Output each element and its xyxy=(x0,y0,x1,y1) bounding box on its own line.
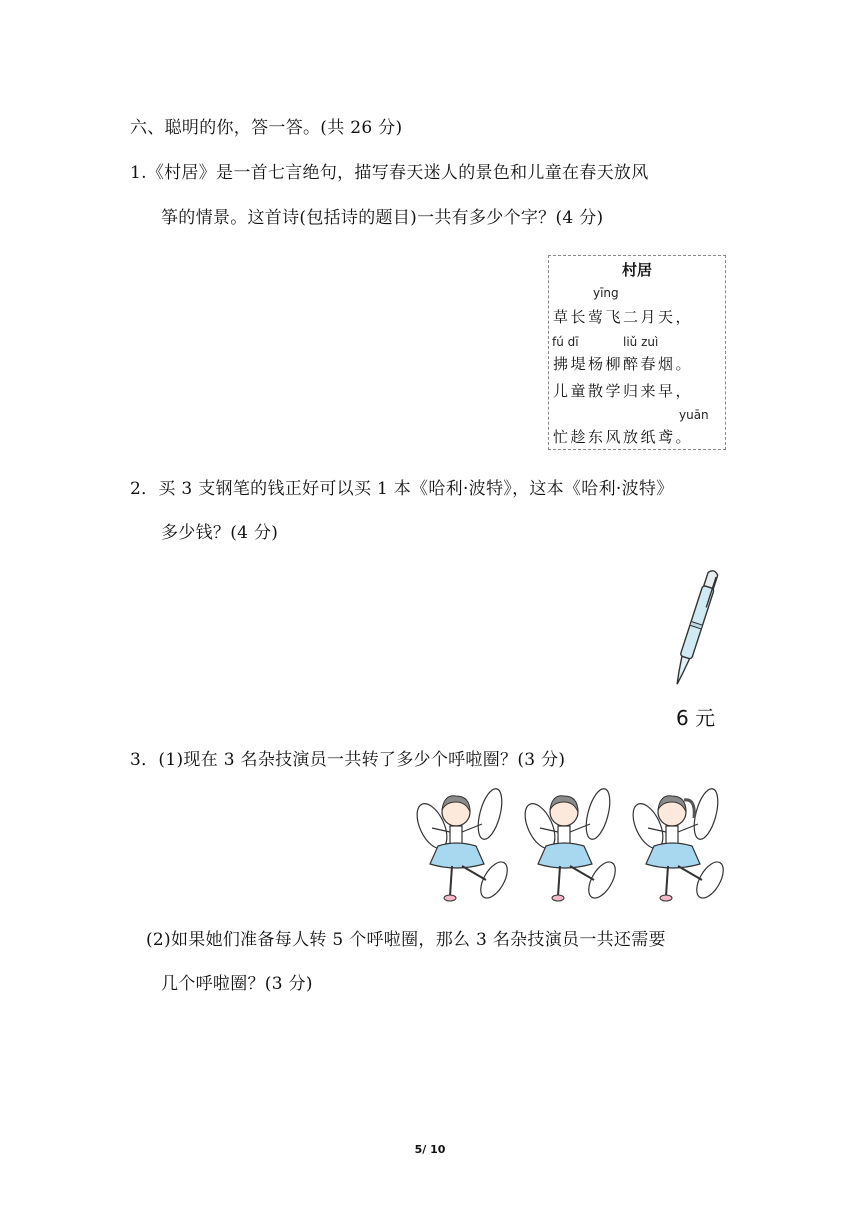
page-number: 5/ 10 xyxy=(414,1143,446,1156)
poem-title: 村居 xyxy=(621,261,652,279)
acrobat-3 xyxy=(627,786,729,902)
poem-line-2: 拂堤杨柳醉春烟。 xyxy=(553,355,694,373)
pen-illustration xyxy=(664,565,726,693)
q3-part-1: 3．(1)现在 3 名杂技演员一共转了多少个呼啦圈？(3 分) xyxy=(130,750,566,770)
poem-box xyxy=(548,255,726,450)
poem-pinyin-4: yuān xyxy=(679,408,709,422)
q2-line-2: 多少钱？(4 分) xyxy=(161,523,279,543)
poem-line-1: 草长莺飞二月天， xyxy=(553,308,694,326)
poem-pinyin-1: yīng xyxy=(593,286,619,300)
poem-line-3: 儿童散学归来早， xyxy=(553,382,694,400)
acrobat-2 xyxy=(519,786,621,902)
poem-line-4: 忙趁东风放纸鸢。 xyxy=(553,428,694,446)
section-heading: 六、聪明的你，答一答。(共 26 分) xyxy=(130,118,403,138)
q2-line-1: 2．买 3 支钢笔的钱正好可以买 1 本《哈利·波特》，这本《哈利·波特》 xyxy=(130,479,674,499)
acrobat-1 xyxy=(411,786,513,902)
pen-price: 6 元 xyxy=(676,706,716,730)
q3-part-2-line-1: (2)如果她们准备每人转 5 个呼啦圈，那么 3 名杂技演员一共还需要 xyxy=(146,930,666,950)
poem-pinyin-2a: fú dī xyxy=(552,335,579,349)
acrobats-illustration xyxy=(404,784,730,906)
q1-line-2: 筝的情景。这首诗(包括诗的题目)一共有多少个字？(4 分) xyxy=(161,208,604,228)
poem-pinyin-2b: liǔ zuì xyxy=(623,335,659,349)
q1-line-1: 1.《村居》是一首七言绝句，描写春天迷人的景色和儿童在春天放风 xyxy=(130,163,649,183)
q3-part-2-line-2: 几个呼啦圈？(3 分) xyxy=(161,974,313,994)
